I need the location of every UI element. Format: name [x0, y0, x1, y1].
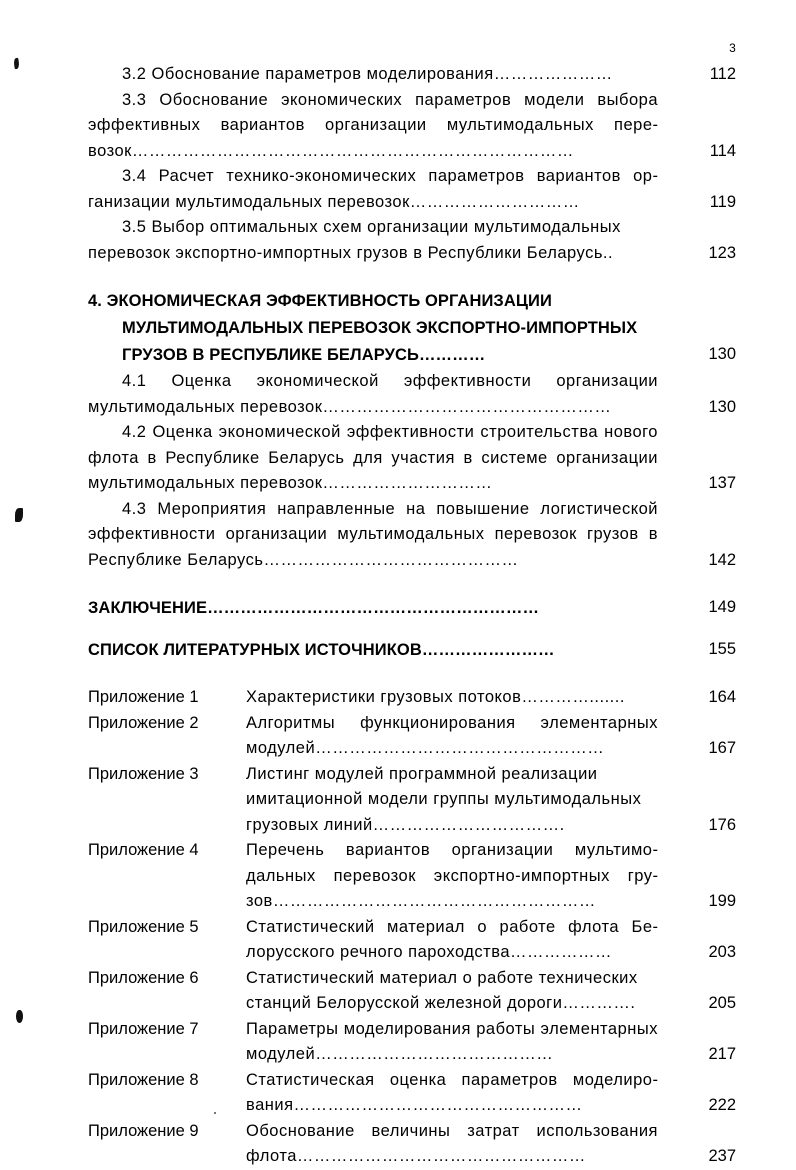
toc-chapter-heading[interactable]	[88, 288, 736, 369]
appendix-description: Листинг модулей программной реализации имитационной модели группы мультимодальных грузовых линий…………………………….	[246, 764, 642, 834]
appendix-page: 205	[708, 994, 736, 1012]
spacer	[88, 266, 736, 288]
toc-major-page: 149	[708, 598, 736, 616]
appendix-row[interactable]	[88, 1119, 736, 1170]
appendix-label: Приложение 1	[88, 688, 199, 706]
appendix-label: Приложение 3	[88, 764, 199, 783]
appendix-page: 199	[708, 892, 736, 910]
scan-artifact-mark	[16, 1010, 23, 1023]
toc-entry-text: 3.5 Выбор оптимальных схем организации мультимодальных перевозок экспортно-импортных грузов в Республики Беларусь..	[88, 218, 621, 262]
page-number: 3	[729, 41, 736, 55]
toc-major-section[interactable]	[88, 637, 736, 663]
appendix-page: 237	[708, 1147, 736, 1165]
toc-entry[interactable]	[88, 369, 736, 420]
toc-entry[interactable]	[88, 62, 736, 88]
spacer	[88, 621, 736, 637]
appendix-row[interactable]	[88, 711, 736, 762]
appendix-description: Перечень вариантов организации мультимодальных перевозок экспортно-импортных грузов…………………………………………………	[246, 841, 658, 910]
appendix-page: 222	[708, 1096, 736, 1114]
spacer	[88, 573, 736, 595]
appendix-label: Приложение 5	[88, 917, 199, 936]
toc-entry[interactable]	[88, 497, 736, 574]
toc-entry-page: 130	[708, 397, 736, 416]
appendix-page: 164	[708, 688, 736, 706]
toc-entry-text: 4.1 Оценка экономической эффективности организации мультимодальных перевозок……………………………………………	[88, 372, 658, 416]
toc-entry-page: 114	[709, 141, 736, 160]
appendix-label: Приложение 7	[88, 1019, 199, 1038]
appendix-row[interactable]	[88, 762, 736, 839]
toc-entry-page: 142	[708, 550, 736, 569]
toc-entry-page: 137	[708, 474, 736, 492]
table-of-contents	[88, 62, 736, 1170]
appendix-row[interactable]	[88, 685, 736, 711]
appendix-label: Приложение 4	[88, 841, 199, 859]
spacer	[88, 663, 736, 685]
toc-major-text: ЗАКЛЮЧЕНИЕ……………………………………………………	[88, 599, 540, 617]
toc-entry-text: 3.4 Расчет технико-экономических параметров вариантов организации мультимодальных перевозок…………………………	[88, 167, 658, 211]
toc-major-section[interactable]	[88, 595, 736, 621]
toc-entry-text: 3.2 Обоснование параметров моделирования…………………	[122, 65, 613, 83]
appendix-description: Статистический материал о работе флота Белорусского речного пароходства………………	[246, 917, 658, 961]
toc-entry-page: 112	[709, 65, 736, 83]
appendix-row[interactable]	[88, 1068, 736, 1119]
appendix-row[interactable]	[88, 838, 736, 915]
scan-artifact-mark	[13, 58, 19, 70]
toc-entry[interactable]	[88, 420, 736, 497]
appendix-page: 217	[708, 1045, 736, 1063]
appendix-label: Приложение 8	[88, 1070, 199, 1089]
appendix-description: Параметры моделирования работы элементарных модулей……………………………………	[246, 1019, 658, 1063]
appendix-label: Приложение 6	[88, 968, 199, 987]
toc-entry[interactable]	[88, 164, 736, 215]
toc-entry[interactable]	[88, 88, 736, 165]
appendix-row[interactable]	[88, 966, 736, 1017]
appendix-label: Приложение 9	[88, 1121, 199, 1140]
toc-chapter-page: 130	[708, 345, 736, 363]
appendix-label: Приложение 2	[88, 713, 199, 732]
toc-entry[interactable]	[88, 215, 736, 266]
toc-major-text: СПИСОК ЛИТЕРАТУРНЫХ ИСТОЧНИКОВ……………………	[88, 641, 555, 659]
toc-entry-text: 3.3 Обоснование экономических параметров модели выбора эффективных вариантов организации мультимодальных перевозок……………………………………………………………………	[88, 90, 658, 160]
appendix-description: Обоснование величины затрат использования флота……………………………………………	[246, 1121, 658, 1165]
appendix-page: 167	[708, 739, 736, 757]
appendix-row[interactable]	[88, 1017, 736, 1068]
scan-artifact-mark	[15, 508, 23, 522]
toc-entry-text: 4.3 Мероприятия направленные на повышение логистической эффективности организации мультимодальных перевозок грузов в Республике Беларусь………………………………………	[88, 499, 658, 569]
toc-chapter-text: 4. ЭКОНОМИЧЕСКАЯ ЭФФЕКТИВНОСТЬ ОРГАНИЗАЦИИ МУЛЬТИМОДАЛЬНЫХ ПЕРЕВОЗОК ЭКСПОРТНО-ИМПОРТНЫХ ГРУЗОВ В РЕСПУБЛИКЕ БЕЛАРУСЬ…………	[88, 292, 638, 364]
toc-entry-page: 123	[708, 243, 736, 262]
appendix-page: 176	[708, 815, 736, 834]
appendix-row[interactable]	[88, 915, 736, 966]
appendix-page: 203	[708, 943, 736, 961]
appendix-description: Статистическая оценка параметров моделирования……………………………………………	[246, 1070, 658, 1114]
toc-entry-text: 4.2 Оценка экономической эффективности строительства нового флота в Республике Беларусь для участия в системе организации мультимодальных перевозок…………………………	[88, 423, 658, 492]
appendix-description: Алгоритмы функционирования элементарных модулей……………………………………………	[246, 713, 658, 757]
appendix-description: Статистический материал о работе технических станций Белорусской железной дороги………….	[246, 968, 638, 1012]
appendix-description: Характеристики грузовых потоков………….......	[246, 688, 625, 706]
toc-entry-page: 119	[709, 192, 736, 211]
toc-major-page: 155	[708, 640, 736, 658]
